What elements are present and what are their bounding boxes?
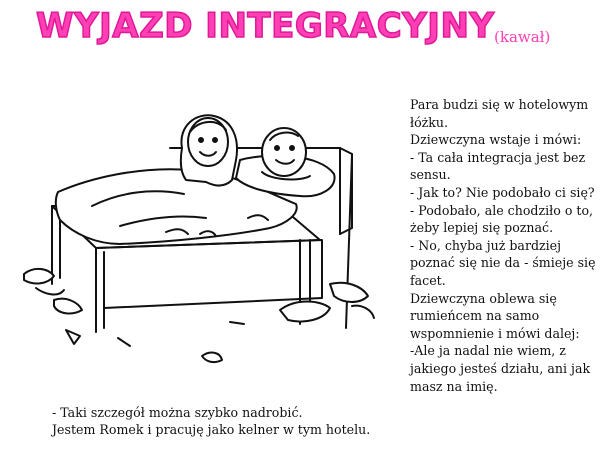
story-line: rumieńcem na samo: [410, 308, 540, 324]
story-line: jakiego jesteś działu, ani jak: [410, 360, 591, 376]
story-line: żeby lepiej się poznać.: [410, 220, 554, 236]
page-title: WYJAZD INTEGRACYJNY: [36, 6, 495, 46]
page-subtitle: (kawał): [494, 28, 551, 46]
story-line: wspomnienie i mówi dalej:: [410, 325, 580, 341]
story-line: łóżku.: [410, 114, 449, 130]
story-line: - Ta cała integracja jest bez: [410, 149, 586, 165]
story-line: poznać się nie da - śmieje się: [410, 255, 596, 271]
story-line: Dziewczyna wstaje i mówi:: [410, 132, 582, 148]
story-line: sensu.: [410, 167, 451, 183]
story-line: - Podobało, ale chodziło o to,: [410, 202, 594, 218]
story-text: [410, 96, 606, 395]
story-line: Dziewczyna oblewa się: [410, 290, 557, 306]
story-line: Para budzi się w hotelowym: [410, 97, 589, 112]
punchline-line-2: Jestem Romek i pracuję jako kelner w tym hotelu.: [52, 422, 371, 437]
story-line: -Ale ja nadal nie wiem, z: [410, 343, 566, 359]
story-line: facet.: [410, 272, 446, 288]
punchline-line-1: - Taki szczegół można szybko nadrobić.: [52, 405, 303, 420]
couple-in-bed-illustration: [0, 88, 400, 388]
story-line: masz na imię.: [410, 378, 498, 394]
story-line: - No, chyba już bardziej: [410, 237, 562, 253]
woman-figure: [181, 115, 237, 185]
punchline-text: [36, 404, 436, 438]
story-line: - Jak to? Nie podobało ci się?: [410, 184, 595, 200]
